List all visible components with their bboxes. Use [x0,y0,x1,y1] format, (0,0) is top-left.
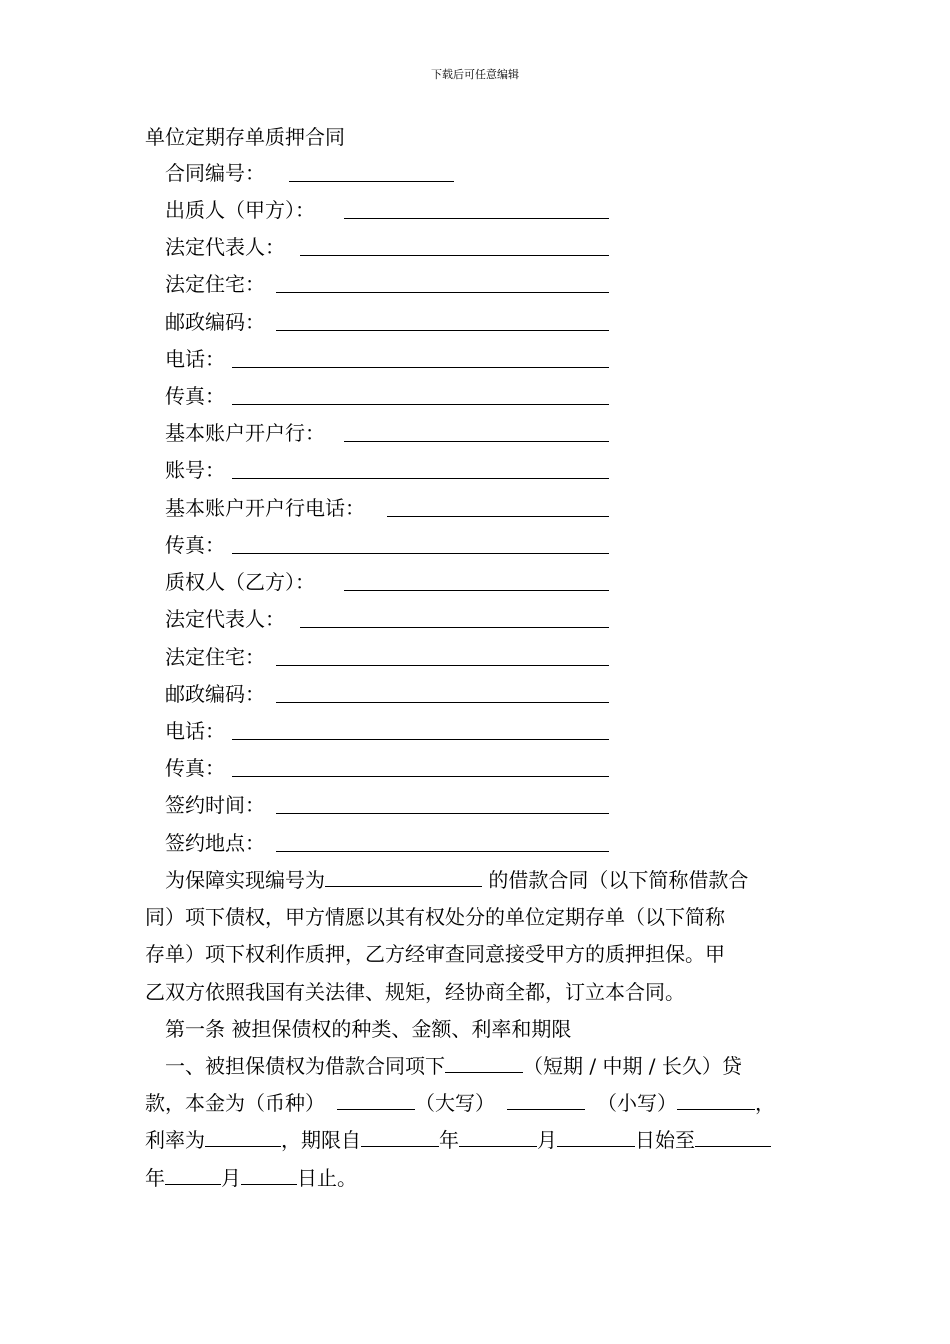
fax-b-line[interactable] [232,776,609,777]
bank-line[interactable] [344,441,609,442]
field-legal-rep-a: 法定代表人： [165,235,285,259]
field-phone-b: 电话： [165,719,225,743]
account-line[interactable] [232,478,609,479]
field-bank: 基本账户开户行： [165,421,325,445]
clause-text: 日始至 [635,1128,695,1152]
field-fax-b: 传真： [165,756,225,780]
start-month-blank[interactable] [459,1126,537,1147]
pledgor-line[interactable] [344,218,609,219]
loan-type-blank[interactable] [445,1052,523,1073]
paragraph-line-3: 存单）项下权利作质押，乙方经审查同意接受甲方的质押担保。甲 [145,942,725,966]
clause-text: 月 [537,1128,557,1152]
address-a-line[interactable] [276,292,609,293]
fax-a-line[interactable] [232,404,609,405]
clause-text: ， [755,1091,775,1115]
field-address-b: 法定住宅： [165,645,265,669]
field-legal-rep-b: 法定代表人： [165,607,285,631]
clause-text: （小写） [597,1091,677,1115]
page-header-note: 下载后可任意编辑 [431,68,519,81]
clause-1-line-2 [145,1089,775,1117]
field-postcode-a: 邮政编码： [165,310,265,334]
field-sign-place: 签约地点： [165,831,265,855]
contract-no-line[interactable] [289,181,454,182]
sign-place-line[interactable] [276,851,609,852]
paragraph-line-2: 同）项下债权，甲方情愿以其有权处分的单位定期存单（以下简称 [145,905,725,929]
field-sign-time: 签约时间： [165,793,265,817]
amount-figures-blank[interactable] [677,1089,755,1110]
field-address-a: 法定住宅： [165,272,265,296]
clause-1-line-1 [165,1052,742,1080]
sign-time-line[interactable] [276,813,609,814]
clause-text: ，期限自 [281,1128,361,1152]
field-contract-no: 合同编号： [165,161,265,185]
clause-1-line-4 [145,1164,357,1192]
clause-text: 利率为 [145,1128,205,1152]
pledgee-line[interactable] [344,590,609,591]
para-text: 的借款合同（以下简称借款合 [482,868,749,892]
postcode-a-line[interactable] [276,330,609,331]
start-day-blank[interactable] [557,1126,635,1147]
field-pledgor: 出质人（甲方）： [165,198,315,222]
field-account: 账号： [165,458,225,482]
address-b-line[interactable] [276,665,609,666]
clause-text: 日止。 [297,1166,357,1190]
para-text: 为保障实现编号为 [165,868,325,892]
phone-b-line[interactable] [232,739,609,740]
clause-text: 月 [221,1166,241,1190]
legal-rep-b-line[interactable] [300,627,609,628]
amount-words-blank[interactable] [507,1089,585,1110]
loan-contract-no-blank[interactable] [325,866,482,887]
clause-text: 年 [439,1128,459,1152]
clause-1-line-3 [145,1126,771,1154]
clause-text: （大写） [415,1091,495,1115]
field-postcode-b: 邮政编码： [165,682,265,706]
paragraph-line-1 [165,866,748,894]
clause-text: 一、被担保债权为借款合同项下 [165,1054,445,1078]
clause-text: 年 [145,1166,165,1190]
field-fax-a: 传真： [165,384,225,408]
field-pledgee: 质权人（乙方）： [165,570,315,594]
clause-text: （短期 / 中期 / 长久）贷 [523,1054,742,1078]
currency-blank[interactable] [337,1089,415,1110]
end-day-blank[interactable] [241,1164,297,1185]
contract-title: 单位定期存单质押合同 [145,125,345,149]
postcode-b-line[interactable] [276,702,609,703]
clause-text: 款，本金为（币种） [145,1091,325,1115]
field-phone-a: 电话： [165,347,225,371]
bank-phone-line[interactable] [387,516,609,517]
field-bank-phone: 基本账户开户行电话： [165,496,365,520]
end-year-blank[interactable] [695,1126,771,1147]
phone-a-line[interactable] [232,367,609,368]
end-month-blank[interactable] [165,1164,221,1185]
paragraph-line-4: 乙双方依照我国有关法律、规矩，经协商全都，订立本合同。 [145,980,685,1004]
legal-rep-a-line[interactable] [300,255,609,256]
article-1-heading: 第一条 被担保债权的种类、金额、利率和期限 [165,1017,572,1041]
start-year-blank[interactable] [361,1126,439,1147]
field-fax-a2: 传真： [165,533,225,557]
rate-blank[interactable] [205,1126,281,1147]
fax-a2-line[interactable] [232,553,609,554]
